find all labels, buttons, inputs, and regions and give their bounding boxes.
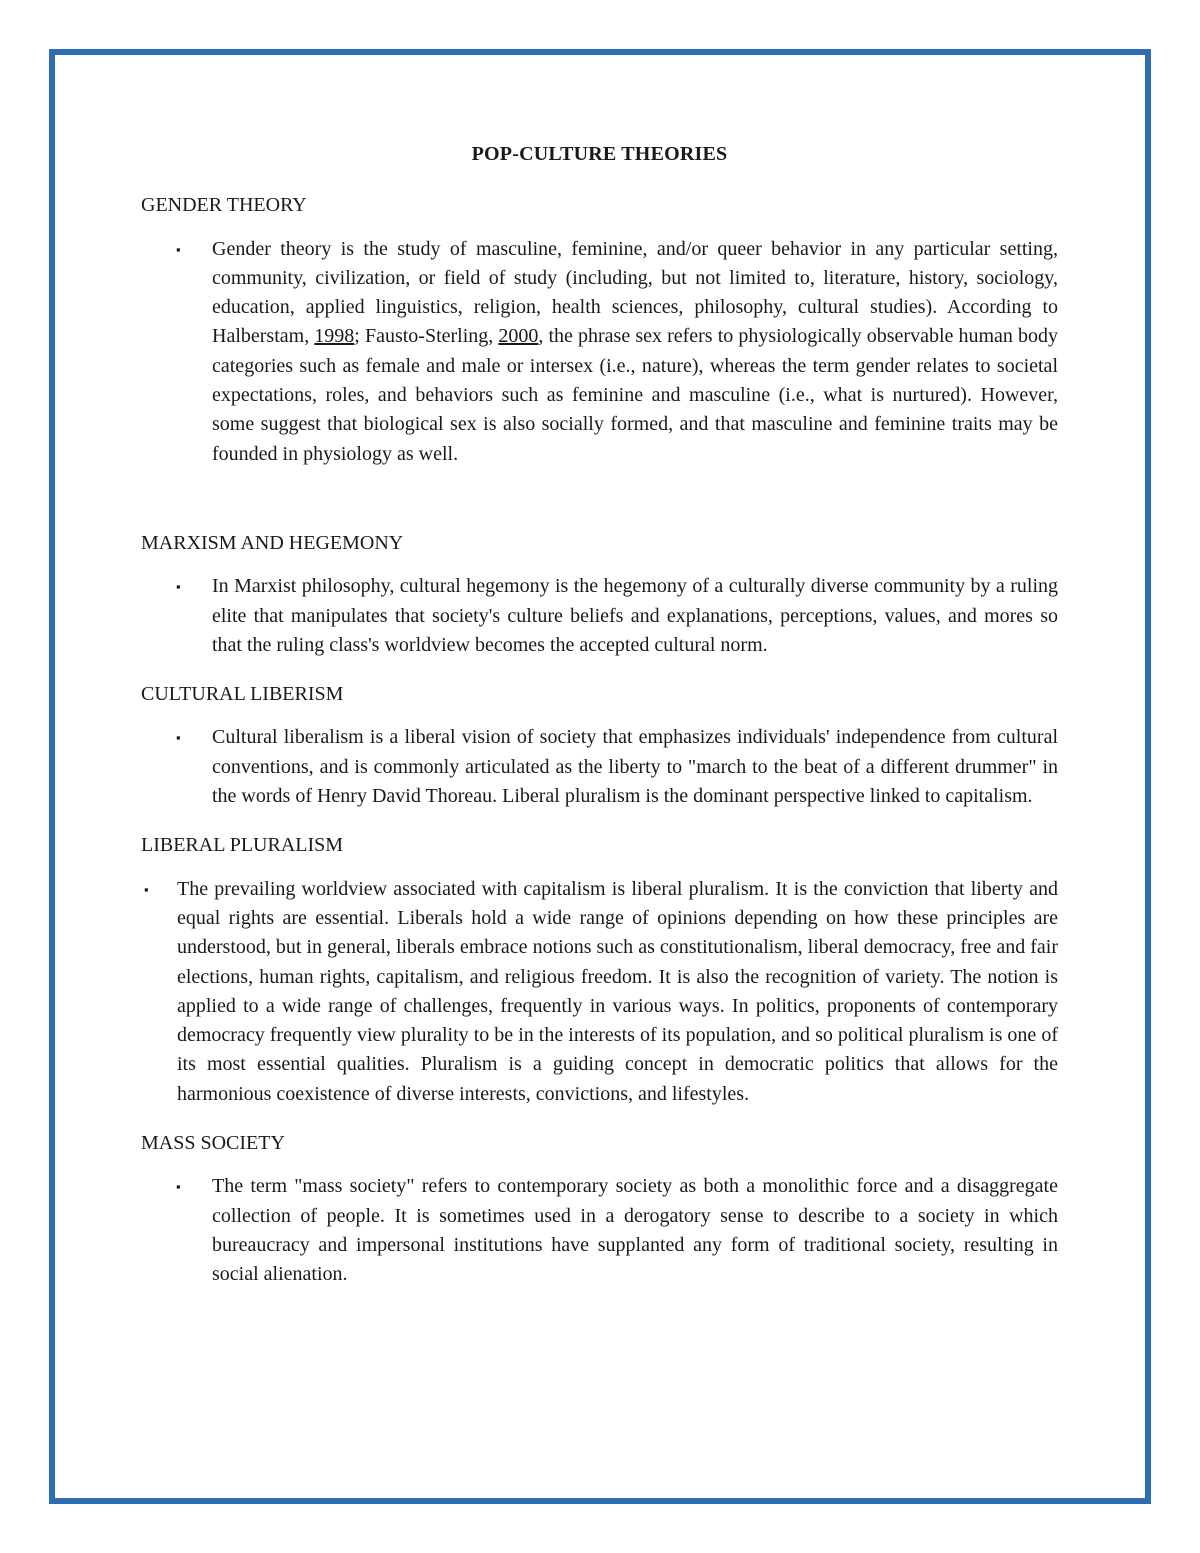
section-heading: MARXISM AND HEGEMONY xyxy=(141,531,404,554)
square-bullet-icon: ▪ xyxy=(176,1179,181,1195)
list-item xyxy=(176,235,1059,469)
document-body xyxy=(141,140,1058,1290)
bullet-text: The prevailing worldview associated with capitalism is liberal pluralism. It is the conviction that liberty and equal rights are essential. Liberals hold a wide range of opinions depending on how these principles are understood, but in general, liberals embrace notions such as constitutionalism, liberal democracy, free and fair elections, human rights, capitalism, and religious freedom. It is also the recognition of variety. The notion is applied to a wide range of challenges, frequently in various ways. In politics, proponents of contemporary democracy frequently view plurality to be in the interests of its population, and so political pluralism is one of its most essential qualities. Pluralism is a guiding concept in democratic politics that allows for the harmonious coexistence of diverse interests, convictions, and lifestyles. xyxy=(177,877,1058,1105)
section-cultural-liberism xyxy=(141,680,1058,811)
square-bullet-icon: ▪ xyxy=(176,579,181,595)
list-item xyxy=(176,572,1058,660)
bullet-text-part: ; Fausto-Sterling, xyxy=(354,325,499,348)
section-gender-theory xyxy=(141,191,1058,469)
bullet-text: The term "mass society" refers to contemporary society as both a monolithic force and a disaggregate collection of people. It is sometimes used in a derogatory sense to describe to a society in which bureaucracy and impersonal institutions have supplanted any form of traditional society, resulting in social alienation. xyxy=(212,1175,1058,1286)
bullet-text: Cultural liberalism is a liberal vision of society that emphasizes individuals' independence from cultural conventions, and is commonly articulated as the liberty to "march to the beat of a different drummer" in the words of Henry David Thoreau. Liberal pluralism is the dominant perspective linked to capitalism. xyxy=(212,726,1058,808)
bullet-text-part: Gender theory is the study of masculine, feminine, and/or queer behavior in any particular setting, community, civilization, or field of study (including, but not limited to, literature, history, sociology, education, applied linguistics, religion, health sciences, philosophy, cultural studies). According to Halberstam, xyxy=(212,237,1058,348)
section-heading: GENDER THEORY xyxy=(141,194,307,217)
document-title: POP-CULTURE THEORIES xyxy=(471,143,728,165)
section-heading: LIBERAL PLURALISM xyxy=(141,834,344,857)
list-item xyxy=(176,1172,1058,1289)
section-mass-society xyxy=(141,1129,1058,1289)
section-heading: CULTURAL LIBERISM xyxy=(141,683,344,706)
citation-link[interactable]: 2000 xyxy=(498,325,539,348)
square-bullet-icon: ▪ xyxy=(144,881,149,897)
section-marxism-hegemony xyxy=(141,529,1058,660)
list-item xyxy=(144,875,1058,1109)
list-item xyxy=(176,723,1058,811)
citation-link[interactable]: 1998 xyxy=(314,325,355,348)
bullet-text: In Marxist philosophy, cultural hegemony is the hegemony of a culturally diverse community by a ruling elite that manipulates that society's culture beliefs and explanations, perceptions, values, and mores so that the ruling class's worldview becomes the accepted cultural norm. xyxy=(212,575,1058,656)
bullet-text-part: , the phrase sex refers to physiologically observable human body categories such as female and male or intersex (i.e., nature), whereas the term gender relates to societal expectations, roles, and behaviors such as feminine and masculine (i.e., what is nurtured). However, some suggest that biological sex is also socially formed, and that masculine and feminine traits may be founded in physiology as well. xyxy=(212,325,1059,465)
square-bullet-icon: ▪ xyxy=(176,241,181,257)
square-bullet-icon: ▪ xyxy=(176,730,181,746)
section-liberal-pluralism xyxy=(141,831,1058,1109)
bullet-text xyxy=(212,235,1058,469)
section-heading: MASS SOCIETY xyxy=(141,1132,285,1155)
